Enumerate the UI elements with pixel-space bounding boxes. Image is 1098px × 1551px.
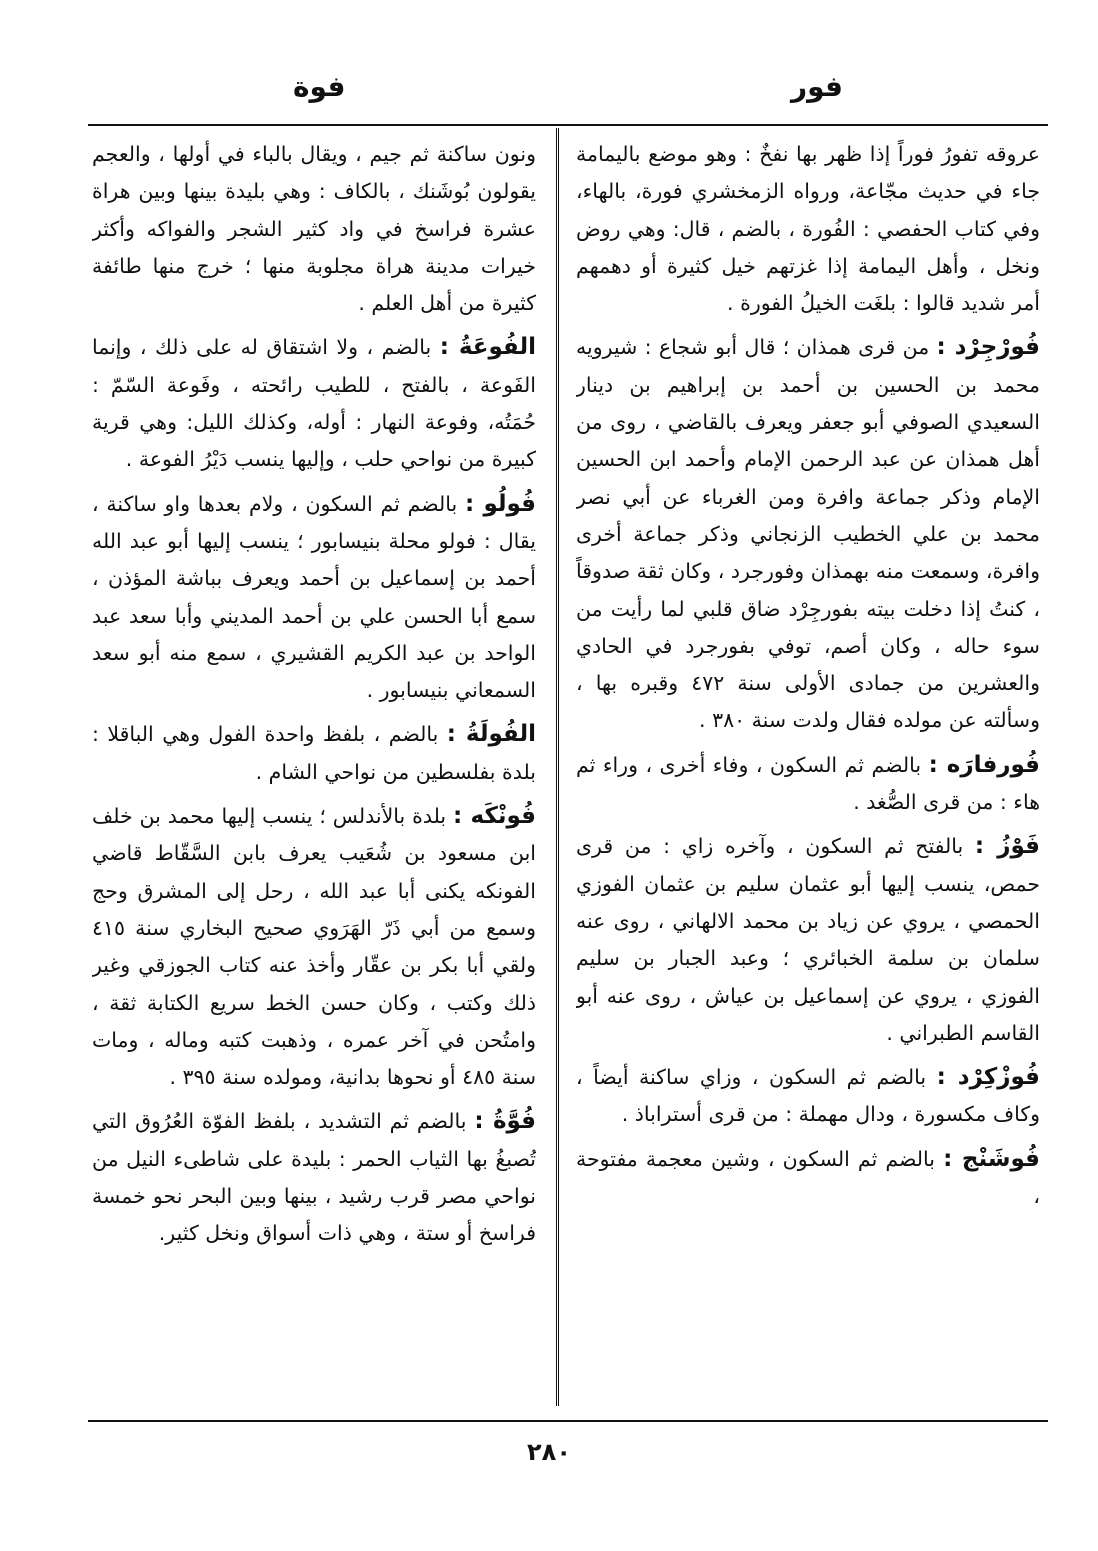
entry: [92, 1103, 536, 1252]
entry: [92, 329, 536, 478]
entry-headword: فُوَّةُ :: [474, 1108, 536, 1135]
entry-headword: فُورْجِرْد :: [936, 334, 1040, 361]
entry-text: بالضم ثم السكون ، وزاي ساكنة أيضاً ، وكاف مكسورة ، ودال مهملة : من قرى أستراباذ .: [576, 1065, 1040, 1127]
entry-text: بلدة بالأندلس ؛ ينسب إليها محمد بن خلف ابن مسعود بن شُعَيب يعرف بابن السَّقّاط قاضي الفونكه يكنى أبا عبد الله ، رحل إلى المشرق وحج وسمع من أبي ذَرّ الهَرَوي صحيح البخاري سنة ٤١٥ ولقي أبا بكر بن عقّار وأخذ عنه كتاب الجوزقي وغير ذلك وكتب ، وكان حسن الخط سريع الكتابة ثقة ، وامتُحن في آخر عمره ، وذهبت كتبه وماله ، ومات سنة ٤٨٥ أو نحوها بدانية، ومولده سنة ٣٩٥ .: [92, 804, 536, 1090]
entry-headword: فُوزْكِرْد :: [936, 1064, 1040, 1091]
entry-text: بالضم ثم السكون ، وشين معجمة مفتوحة ،: [576, 1146, 1040, 1209]
entry-headword: فُونْكَه :: [452, 803, 536, 830]
entry-text: بالضم ، ولا اشتقاق له على ذلك ، وإنما الفَوعة ، بالفتح ، للطيب رائحته ، وفَوعة السّمّ : حُمَتُه، وفوعة النهار : أوله، وكذلك الليل: وهي قرية كبيرة من نواحي حلب ، وإليها ينسب دَيْرُ الفوعة .: [92, 335, 536, 472]
entry: [92, 136, 536, 322]
entry: [576, 329, 1040, 739]
entry-headword: فُوشَنْج :: [943, 1145, 1040, 1172]
entry-headword: الفُولَةُ :: [446, 721, 536, 748]
entry: [92, 716, 536, 791]
entry: [576, 1141, 1040, 1216]
page-number: ٢٨٠: [527, 1438, 571, 1466]
column-divider: [556, 128, 559, 1406]
entry: [576, 747, 1040, 822]
entry-headword: فَوْزُ :: [974, 833, 1040, 860]
entry-text: بالضم ثم السكون ، ولام بعدها واو ساكنة ، يقال : فولو محلة بنيسابور ؛ ينسب إليها أبو عبد الله أحمد بن إسماعيل بن أحمد ويعرف بباشة المؤذن ، سمع أبا الحسن علي بن أحمد المديني وأبا سعد عبد الواحد بن عبد الكريم القشيري ، سمع منه أبو سعد السمعاني بنيسابور .: [92, 491, 536, 703]
entry-headword: فُولُو :: [464, 490, 536, 517]
entry: [576, 828, 1040, 1052]
bottom-rule: [88, 1420, 1048, 1422]
left-column: [92, 136, 536, 1412]
entry: [92, 486, 536, 710]
entry-text: بالفتح ثم السكون ، وآخره زاي : من قرى حمص، ينسب إليها أبو عثمان سليم بن عثمان الفوزي الحمصي ، يروي عن زياد بن محمد الالهاني ، روى عنه سلمان بن سلمة الخبائري ؛ وعبد الجبار بن سليم الفوزي ، يروي عن إسماعيل بن عياش ، روى عنه أبو القاسم الطبراني .: [576, 834, 1040, 1045]
header-left-word: فوة: [293, 70, 346, 103]
entry: [92, 798, 536, 1096]
entry: [576, 1059, 1040, 1134]
right-column: [576, 136, 1040, 1412]
entry-text: بالضم ثم التشديد ، بلفظ الفوّة العُرُوق التي تُصبغُ بها الثياب الحمر : بليدة على شاطىء النيل من نواحي مصر قرب رشيد ، بينها وبين البحر نحو خمسة فراسخ أو ستة ، وهي ذات أسواق ونخل كثير.: [92, 1109, 536, 1246]
entry-text: من قرى همذان ؛ قال أبو شجاع : شيرويه محمد بن الحسين بن أحمد بن إبراهيم بن دينار السعيدي الصوفي أبو جعفر ويعرف بالقاضي ، روى من أهل همذان عن عبد الرحمن الإمام وأحمد ابن الحسين الإمام وذكر جماعة وافرة ومن الغرباء عن أبي نصر محمد بن علي الخطيب الزنجاني وذكر جماعة أخرى وافرة، وسمعت منه بهمذان وفورجرد ، وكان ثقة صدوقاً ، كنتُ إذا دخلت بيته بفورجِرْد ضاق قلبي لما رأيت من سوء حاله ، وكان أصم، توفي بفورجرد في الحادي والعشرين من جمادى الأولى سنة ٤٧٢ وقبره بها ، وسألته عن مولده فقال ولدت سنة ٣٨٠ .: [576, 335, 1040, 733]
entry-headword: الفُوعَةُ :: [439, 334, 536, 361]
entry: [576, 136, 1040, 322]
entry-text: ونون ساكنة ثم جيم ، ويقال بالباء في أولها ، والعجم يقولون بُوشَنك ، بالكاف : وهي بليدة بينها وبين هراة عشرة فراسخ في واد كثير الشجر والفواكه وأكثر خيرات مدينة هراة مجلوبة منها ؛ خرج منها طائفة كثيرة من أهل العلم .: [92, 142, 536, 316]
header-right-word: فور: [790, 70, 843, 103]
entry-headword: فُورفارَه :: [928, 751, 1040, 778]
entry-text: بالضم ثم السكون ، وفاء أخرى ، وراء ثم هاء : من قرى الصُّغد .: [576, 752, 1040, 815]
top-rule: [88, 124, 1048, 126]
entry-text: عروقه تفورُ فوراً إذا ظهر بها نفخٌ : وهو موضع باليمامة جاء في حديث مجّاعة، ورواه الزمخشري فورة، بالهاء، وفي كتاب الحفصي : الفُورة ، بالضم ، قال: وهي روض ونخل ، وأهل اليمامة إذا غزتهم خيل كثيرة أو دهمهم أمر شديد قالوا : بلغَت الخيلُ الفورة .: [576, 142, 1040, 316]
running-header: [88, 70, 1048, 110]
entry-text: بالضم ، بلفظ واحدة الفول وهي الباقلا : بلدة بفلسطين من نواحي الشام .: [92, 722, 536, 784]
